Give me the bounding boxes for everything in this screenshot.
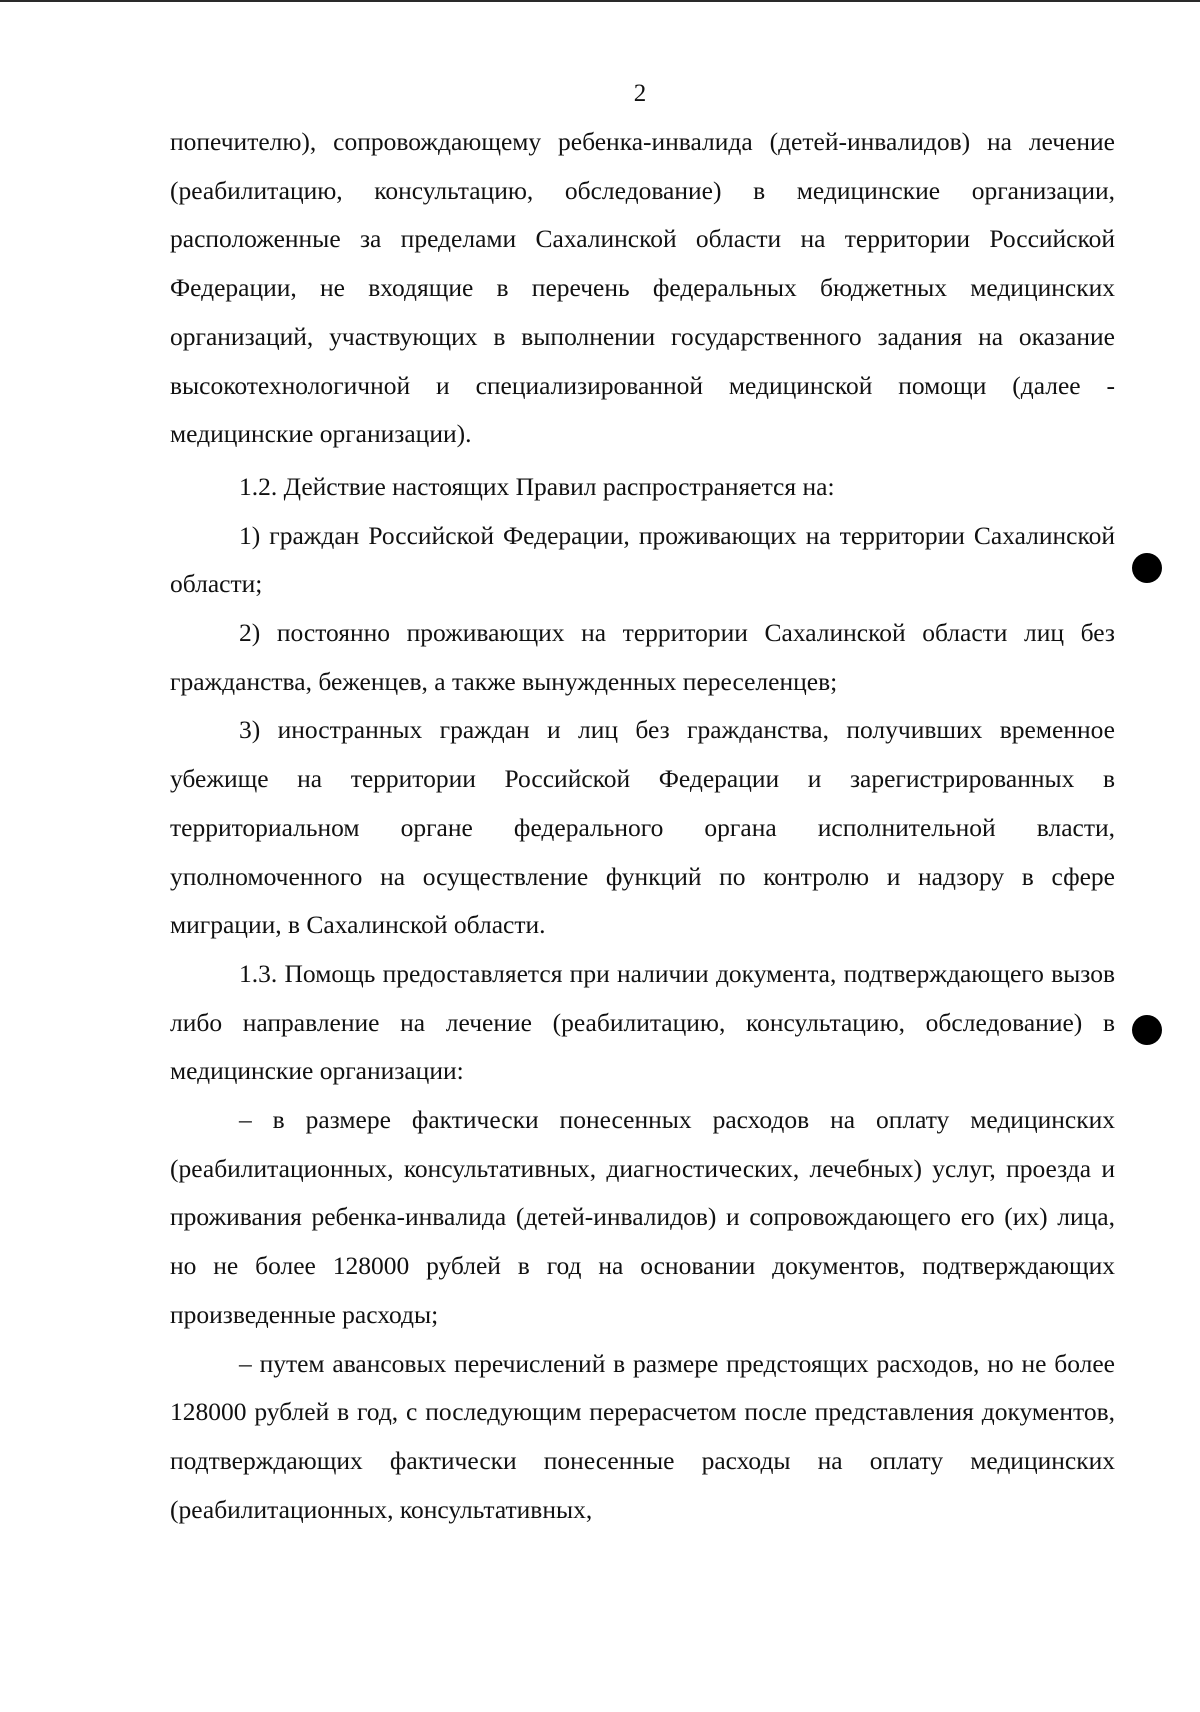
punch-hole-mark (1132, 1015, 1162, 1045)
page-number: 2 (633, 80, 647, 107)
document-body (170, 118, 1115, 1534)
list-item-3: 3) иностранных граждан и лиц без гражданства, получивших временное убежище на территории Российской Федерации и зарегистрированных в территориальном органе федерального органа исполнительной власти, уполномоченного на осуществление функций по контролю и надзору в сфере миграции, в Сахалинской области. (170, 715, 1115, 940)
dash-item-1: – в размере фактически понесенных расходов на оплату медицинских (реабилитационных, консультативных, диагностических, лечебных) услуг, проезда и проживания ребенка-инвалида (детей-инвалидов) и сопровождающего его (их) лица, но не более 128000 рублей в год на основании документов, подтверждающих произведенные расходы; (170, 1105, 1115, 1329)
paragraph-1-3: 1.3. Помощь предоставляется при наличии документа, подтверждающего вызов либо направление на лечение (реабилитацию, консультацию, обследование) в медицинские организации: (170, 958, 1115, 1086)
punch-hole-mark (1132, 553, 1162, 583)
paragraph-continuation: попечителю), сопровождающему ребенка-инвалида (детей-инвалидов) на лечение (реабилитацию, консультацию, обследование) в медицинские организации, расположенные за пределами Сахалинской области на территории Российской Федерации, не входящие в перечень федеральных бюджетных медицинских организаций, участвующих в выполнении государственного задания на оказание высокотехнологичной и специализированной медицинской помощи (далее - медицинские организации). (170, 127, 1115, 449)
paragraph-1-2: 1.2. Действие настоящих Правил распространяется на: (239, 471, 835, 501)
scan-top-edge (0, 0, 1200, 2)
list-item-2: 2) постоянно проживающих на территории Сахалинской области лиц без гражданства, беженцев, а также вынужденных переселенцев; (170, 618, 1115, 696)
list-item-1: 1) граждан Российской Федерации, проживающих на территории Сахалинской области; (170, 520, 1115, 599)
dash-item-2: – путем авансовых перечислений в размере предстоящих расходов, но не более 128000 рублей в год, с последующим перерасчетом после представления документов, подтверждающих фактически понесенные расходы на оплату медицинских (реабилитационных, консультативных, (170, 1348, 1115, 1524)
